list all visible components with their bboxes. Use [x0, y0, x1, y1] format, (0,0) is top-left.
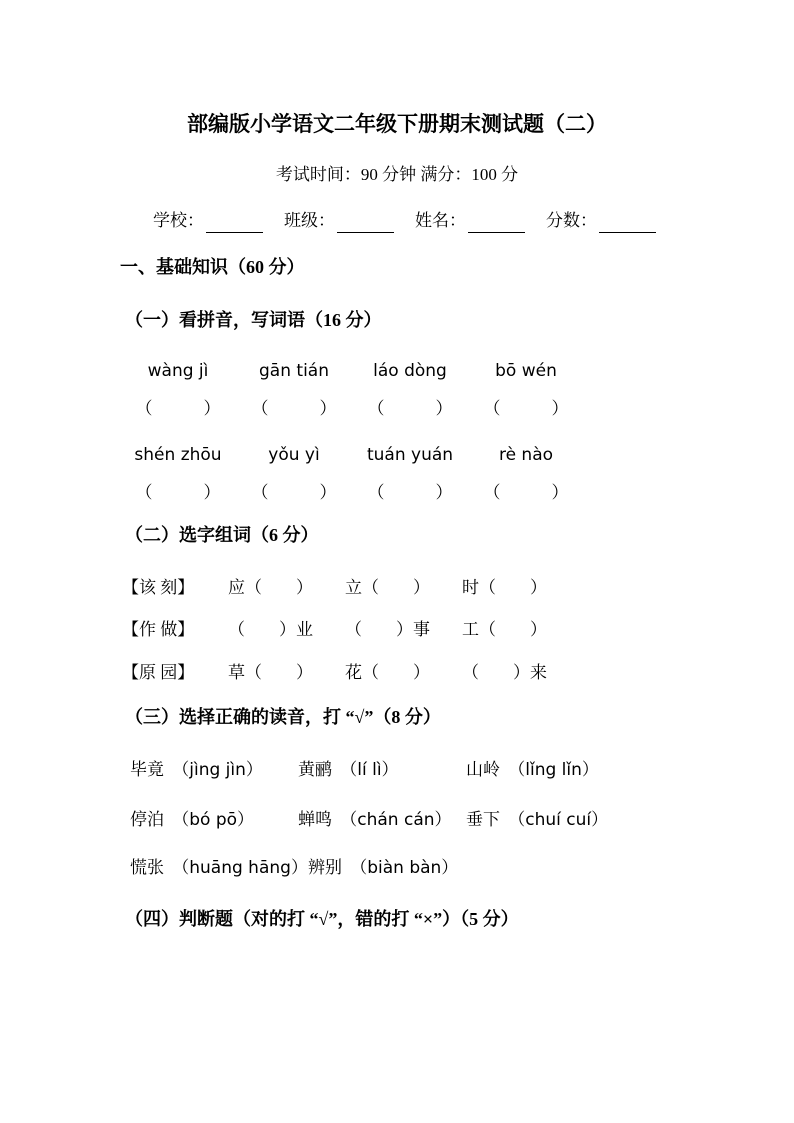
pron-options: （chán cán） [340, 810, 452, 830]
field-name [415, 209, 525, 233]
answer-blank: （ ） [251, 399, 337, 418]
part3-heading: （三）选择正确的读音，打 “√”（8 分） [125, 707, 441, 727]
choice-bracket: 【该 刻】 [122, 578, 195, 597]
choice-item: （ ）业 [228, 620, 313, 639]
pinyin-word: tuán yuán [366, 445, 454, 465]
answer-blank: （ ） [483, 483, 569, 502]
section1-heading: 一、基础知识（60 分） [120, 257, 305, 277]
choice-item: 立（ ） [345, 578, 430, 597]
answer-blank: （ ） [367, 483, 453, 502]
pron-item [130, 758, 298, 782]
pron-word: 山岭 [466, 760, 500, 779]
pinyin-word: gān tián [259, 361, 329, 381]
pron-options: （biàn bàn） [350, 858, 459, 878]
pron-options: （huāng hāng） [172, 858, 308, 878]
choice-item: 草（ ） [228, 663, 313, 682]
pron-word: 毕竟 [130, 760, 164, 779]
field-class-blank [337, 215, 394, 233]
pron-item [130, 808, 298, 832]
answer-blank-row-1 [120, 397, 584, 421]
choice-item: 工（ ） [462, 620, 547, 639]
answer-blank: （ ） [135, 399, 221, 418]
pron-row-1 [130, 758, 634, 782]
pron-row-3 [130, 856, 476, 880]
pron-word: 黄鹂 [298, 760, 332, 779]
choice-item: （ ）事 [345, 620, 430, 639]
choice-item: 应（ ） [228, 578, 313, 597]
pinyin-word: shén zhōu [134, 445, 222, 465]
pron-word: 停泊 [130, 810, 164, 829]
choice-item: （ ）来 [462, 663, 547, 682]
part1-heading: （一）看拼音，写词语（16 分） [125, 310, 382, 330]
answer-blank: （ ） [251, 483, 337, 502]
field-score-blank [599, 215, 656, 233]
field-school-label: 学校： [153, 211, 204, 230]
pron-item [298, 758, 466, 782]
field-school [153, 209, 263, 233]
pinyin-row-1 [120, 359, 584, 383]
choice-row-2 [122, 618, 547, 642]
answer-blank: （ ） [135, 483, 221, 502]
choice-row-3 [122, 661, 547, 685]
student-info-row [153, 209, 656, 233]
exam-info: 考试时间：90 分钟 满分：100 分 [275, 165, 519, 184]
field-name-label: 姓名： [415, 211, 466, 230]
field-class-label: 班级： [284, 211, 335, 230]
part4-heading: （四）判断题（对的打 “√”，错的打 “×”）（5 分） [125, 909, 519, 929]
choice-item: 花（ ） [345, 663, 430, 682]
choice-row-1 [122, 576, 547, 600]
pron-word: 辨别 [307, 858, 342, 877]
pron-options: （lí lì） [340, 760, 399, 780]
pinyin-word: wàng jì [147, 361, 209, 381]
pron-options: （lǐng lǐn） [508, 760, 599, 780]
pinyin-row-2 [120, 443, 584, 467]
pinyin-word: yǒu yì [268, 445, 320, 465]
pron-item [130, 856, 308, 880]
pron-row-2 [130, 808, 634, 832]
pron-word: 蝉鸣 [298, 810, 332, 829]
pinyin-word: bō wén [495, 361, 557, 381]
answer-blank-row-2 [120, 481, 584, 505]
answer-blank: （ ） [483, 399, 569, 418]
pron-item [298, 808, 466, 832]
choice-bracket: 【作 做】 [122, 620, 195, 639]
part2-heading: （二）选字组词（6 分） [125, 525, 319, 545]
pron-options: （chuí cuí） [508, 810, 609, 830]
pron-word: 垂下 [466, 810, 500, 829]
field-name-blank [468, 215, 525, 233]
pron-item [308, 856, 476, 880]
pron-word: 慌张 [130, 858, 164, 877]
pron-options: （jìng jìn） [172, 760, 263, 780]
field-score-label: 分数： [546, 211, 597, 230]
page-title: 部编版小学语文二年级下册期末测试题（二） [187, 112, 607, 136]
choice-item: 时（ ） [462, 578, 547, 597]
pron-item [466, 758, 634, 782]
pinyin-word: láo dòng [373, 361, 447, 381]
field-class [284, 209, 394, 233]
pron-item [466, 808, 634, 832]
field-score [546, 209, 656, 233]
answer-blank: （ ） [367, 399, 453, 418]
pinyin-word: rè nào [498, 445, 554, 465]
pron-options: （bó pō） [172, 810, 255, 830]
field-school-blank [206, 215, 263, 233]
choice-bracket: 【原 园】 [122, 663, 195, 682]
